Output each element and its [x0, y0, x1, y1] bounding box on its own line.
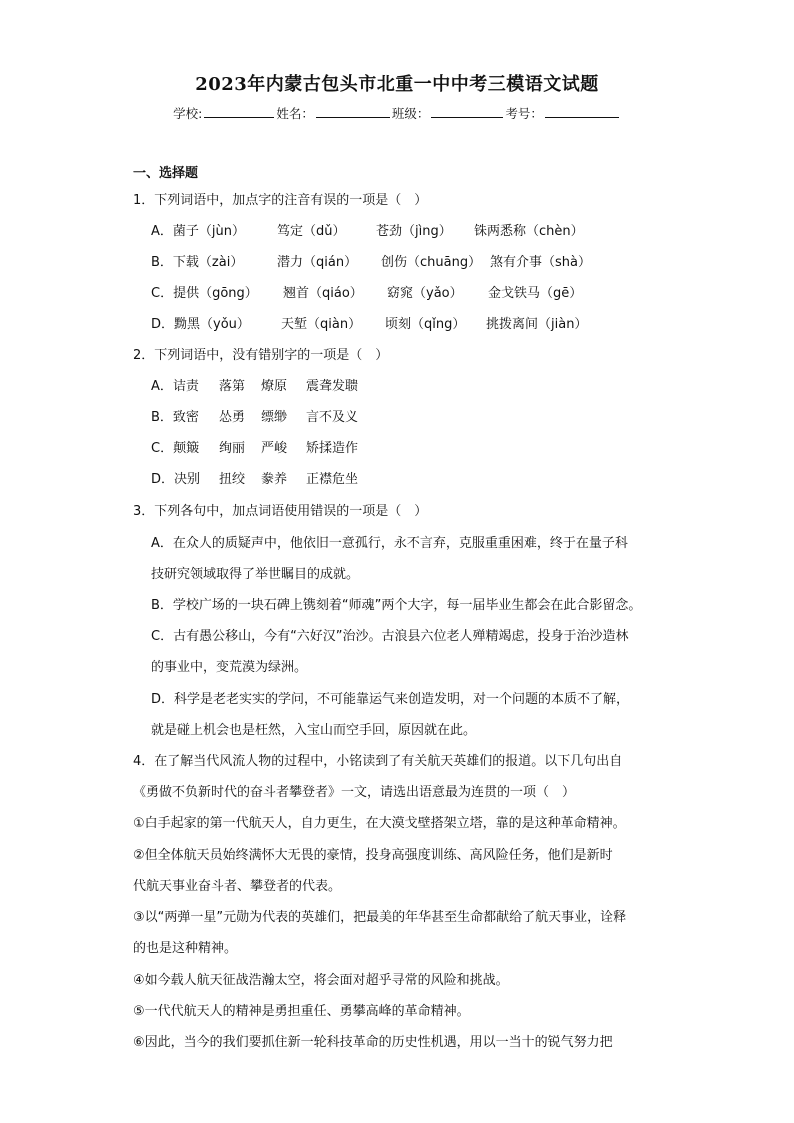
question-4-sentence-4: ④如今载人航天征战浩瀚太空，将会面对超乎寻常的风险和挑战。	[133, 973, 509, 988]
section-heading: 一、选择题	[133, 166, 199, 181]
option-item: 矫揉造作	[306, 441, 359, 456]
school-blank	[204, 105, 274, 118]
question-3-option-c-cont: 的事业中，变荒漠为绿洲。	[151, 660, 308, 675]
question-3-option-c: C．古有愚公移山，今有“六好汉”治沙。古浪县六位老人殚精竭虑，投身于治沙造林	[151, 629, 629, 644]
option-item: D．决别	[151, 472, 201, 487]
question-4-stem: 4．在了解当代风流人物的过程中，小铭读到了有关航天英雄们的报道。以下几句出自	[133, 754, 623, 769]
question-1-option-c	[151, 286, 582, 302]
question-2-option-a	[151, 379, 358, 395]
question-3-option-b: B．学校广场的一块石碑上镌刻着“师魂”两个大字，每一届毕业生都会在此合影留念。	[151, 598, 642, 613]
option-item: A．菌子（jùn）	[151, 224, 245, 239]
name-label: 姓名：	[276, 106, 314, 121]
student-info-row	[0, 104, 794, 122]
option-item: 扭绞	[219, 472, 246, 487]
option-item: 落第	[219, 379, 246, 394]
option-item: 缥缈	[261, 410, 288, 425]
question-2-stem: 2．下列词语中，没有错别字的一项是（ ）	[133, 348, 389, 363]
option-item: 言不及义	[306, 410, 359, 425]
name-blank	[316, 105, 390, 118]
option-item: 严峻	[261, 441, 288, 456]
option-item: B．下载（zài）	[151, 255, 244, 270]
question-1-stem: 1．下列词语中，加点字的注音有误的一项是（ ）	[133, 193, 428, 208]
exam-no-blank	[545, 105, 619, 118]
option-item: 窈窕（yǎo）	[387, 286, 463, 301]
school-label: 学校:	[173, 106, 203, 121]
option-item: 笃定（dǔ）	[277, 224, 346, 239]
option-item: 铢两悉称（chèn）	[474, 224, 584, 239]
option-item: D．黝黑（yǒu）	[151, 317, 250, 332]
question-2-option-b	[151, 410, 358, 426]
page-title: 2023年内蒙古包头市北重一中中考三模语文试题	[195, 74, 599, 95]
option-item: C．颠簸	[151, 441, 200, 456]
class-label: 班级：	[391, 106, 430, 121]
option-item: 绚丽	[219, 441, 246, 456]
option-item: 顷刻（qǐng）	[385, 317, 466, 332]
question-3-option-a-cont: 技研究领域取得了举世瞩目的成就。	[151, 567, 360, 582]
option-item: 煞有介事（shà）	[490, 255, 591, 270]
question-4-sentence-5: ⑤一代代航天人的精神是勇担重任、勇攀高峰的革命精神。	[133, 1004, 470, 1019]
option-item: 潜力（qián）	[277, 255, 358, 270]
question-3-option-d: D．科学是老老实实的学问，不可能靠运气来创造发明，对一个问题的本质不了解，	[151, 692, 630, 707]
option-item: A．诘责	[151, 379, 199, 394]
question-4-sentence-2: ②但全体航天员始终满怀大无畏的豪情，投身高强度训练、高风险任务，他们是新时	[133, 848, 613, 863]
option-item: 震聋发聩	[306, 379, 359, 394]
option-item: 苍劲（jìng）	[376, 224, 452, 239]
question-4-sentence-1: ①白手起家的第一代航天人，自力更生，在大漠戈壁搭架立塔，靠的是这种革命精神。	[133, 816, 626, 831]
question-1-option-b	[151, 255, 591, 271]
question-1-option-d	[151, 317, 587, 333]
question-3-option-d-cont: 就是碰上机会也是枉然，入宝山而空手回，原因就在此。	[151, 723, 477, 738]
question-2-option-c	[151, 441, 358, 457]
option-item: 正襟危坐	[306, 472, 359, 487]
class-blank	[431, 105, 503, 118]
option-item: C．提供（gōng）	[151, 286, 258, 301]
option-item: 天堑（qiàn）	[281, 317, 362, 332]
question-4-sentence-3-cont: 的也是这种精神。	[133, 941, 238, 956]
question-4-sentence-2-cont: 代航天事业奋斗者、攀登者的代表。	[133, 879, 342, 894]
question-4-stem-cont: 《勇做不负新时代的奋斗者攀登者》一文，请选出语意最为连贯的一项（ ）	[133, 785, 576, 800]
question-1-option-a	[151, 224, 584, 240]
option-item: 金戈铁马（gē）	[488, 286, 583, 301]
option-item: 挑拨离间（jiàn）	[486, 317, 588, 332]
question-4-sentence-3: ③以“两弹一星”元勋为代表的英雄们，把最美的年华甚至生命都献给了航天事业，诠释	[133, 910, 627, 925]
option-item: 翘首（qiáo）	[283, 286, 363, 301]
question-3-stem: 3．下列各句中，加点词语使用错误的一项是（ ）	[133, 504, 428, 519]
question-4-sentence-6: ⑥因此，当今的我们要抓住新一轮科技革命的历史性机遇，用以一当十的锐气努力把	[133, 1035, 613, 1050]
option-item: B．致密	[151, 410, 199, 425]
question-2-option-d	[151, 472, 358, 488]
option-item: 创伤（chuāng）	[381, 255, 482, 270]
option-item: 豢养	[261, 472, 288, 487]
option-item: 怂勇	[219, 410, 246, 425]
question-3-option-a: A．在众人的质疑声中，他依旧一意孤行，永不言弃，克服重重困难，终于在量子科	[151, 536, 628, 551]
option-item: 燎原	[261, 379, 288, 394]
exam-no-label: 考号：	[505, 106, 543, 121]
